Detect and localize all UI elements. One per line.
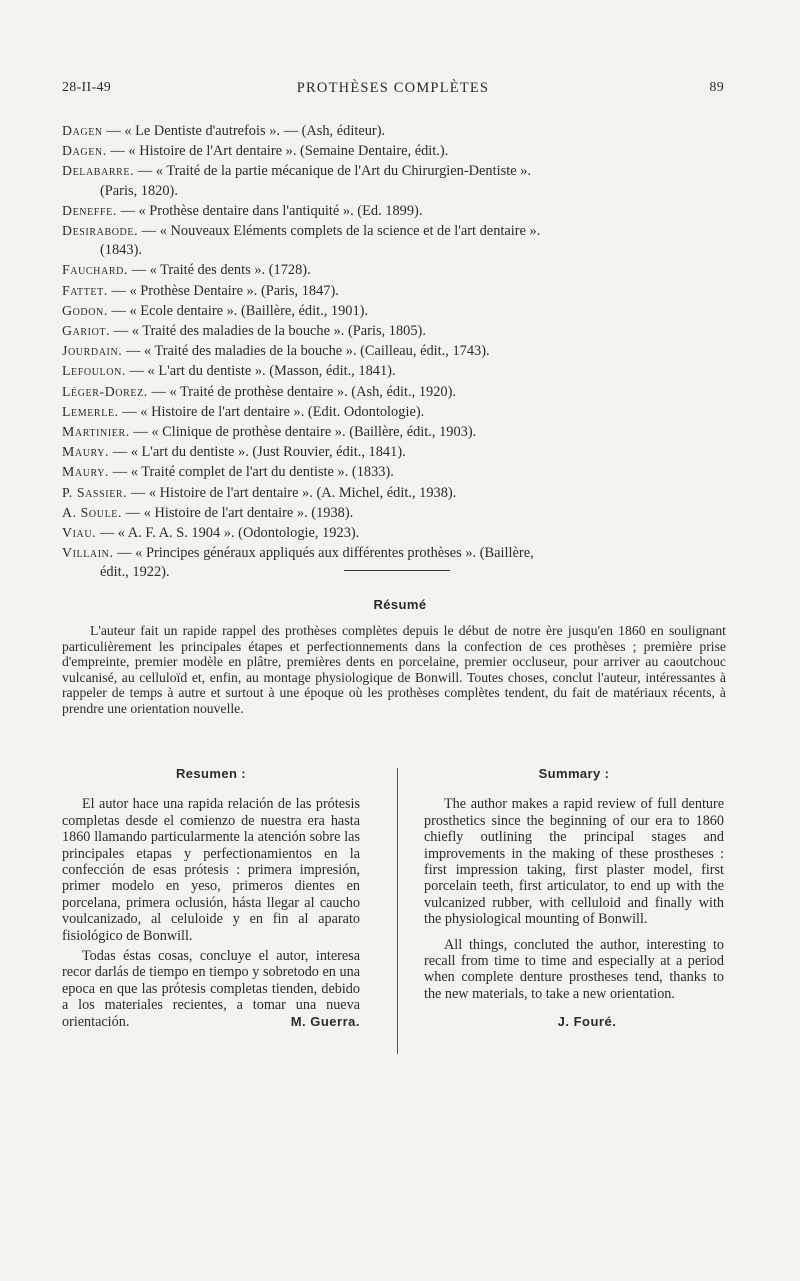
reference-author: Gariot. bbox=[62, 323, 111, 339]
reference-entry bbox=[62, 543, 752, 582]
reference-entry bbox=[62, 341, 752, 361]
column-divider bbox=[397, 768, 398, 1054]
reference-text: — « Prothèse dentaire dans l'antiquité ». (Ed. 1899). bbox=[120, 202, 423, 219]
reference-entry bbox=[62, 321, 752, 341]
reference-author: Dagen. bbox=[62, 143, 107, 159]
summary-heading: Summary : bbox=[538, 766, 610, 781]
summary-signature: J. Fouré. bbox=[557, 1014, 617, 1030]
reference-entry bbox=[62, 361, 752, 381]
reference-text: — « Le Dentiste d'autrefois ». — (Ash, éditeur). bbox=[106, 123, 386, 139]
reference-author: Lefoulon. bbox=[62, 363, 126, 379]
reference-text: — « Ecole dentaire ». (Baillère, édit., 1901). bbox=[111, 302, 369, 319]
reference-text: — « L'art du dentiste ». (Masson, édit., 1841). bbox=[129, 363, 396, 380]
reference-author: Desirabode. bbox=[62, 223, 139, 239]
reference-text: — « Traité de la partie mécanique de l'Art du Chirurgien-Dentiste ». bbox=[137, 163, 531, 180]
reference-author: Fauchard. bbox=[62, 262, 128, 278]
reference-text: — « Principes généraux appliqués aux différentes prothèses ». (Baillère, bbox=[117, 545, 534, 562]
header-date: 28-II-49 bbox=[62, 80, 112, 95]
reference-author: Dagen bbox=[62, 123, 103, 138]
running-title: PROTHÈSES COMPLÈTES bbox=[296, 80, 490, 96]
reference-text: — « Traité complet de l'art du dentiste ». (1833). bbox=[112, 464, 394, 481]
reference-entry bbox=[62, 121, 752, 141]
reference-entry bbox=[62, 523, 752, 543]
reference-author: Maury. bbox=[62, 444, 110, 460]
reference-text: — « Prothèse Dentaire ». (Paris, 1847). bbox=[111, 282, 339, 299]
reference-entry bbox=[62, 221, 752, 260]
summary-paragraph-1: The author makes a rapid review of full denture prosthetics since the beginning of our era to 1860 chiefly outlining the principal stages and improvements in the making of these prostheses : first impression taking, first plaster model, first porcelain teeth, first articulator, to end up with the vulcanized rubber, with celluloid and finally with the physiological mounting of Bonwill. bbox=[424, 796, 724, 928]
reference-entry bbox=[62, 503, 752, 523]
reference-entry bbox=[62, 422, 752, 442]
reference-text: — « A. F. A. S. 1904 ». (Odontologie, 1923). bbox=[99, 525, 360, 542]
reference-text: — « Histoire de l'art dentaire ». (1938). bbox=[125, 504, 354, 521]
reference-author: A. Soule. bbox=[62, 504, 123, 520]
page-number: 89 bbox=[709, 80, 724, 95]
reference-author: P. Sassier. bbox=[62, 484, 128, 500]
reference-text: — « Histoire de l'Art dentaire ». (Semaine Dentaire, édit.). bbox=[110, 143, 449, 160]
reference-entry bbox=[62, 281, 752, 301]
reference-entry bbox=[62, 301, 752, 321]
reference-continuation: édit., 1922). bbox=[100, 564, 170, 581]
resumen-paragraph-1: El autor hace una rapida relación de las prótesis completas desde el comienzo de nuestra era hasta 1860 llamando particularmente la atención sobre las principales etapas y perfectionamientos en la confección de esas prótesis : primera impresión, primer modelo en yeso, primeros dientes en porcelana, primera oclusión, hásta llegar al caucho voulcanizado, al celuloide y en fin al aparato fisiológico de Bonwill. bbox=[62, 796, 360, 944]
bibliography-list bbox=[62, 121, 752, 583]
reference-entry bbox=[62, 382, 752, 402]
resumen-paragraph-2 bbox=[62, 948, 360, 1030]
reference-text: — « Traité des dents ». (1728). bbox=[131, 262, 311, 279]
reference-author: Martinier. bbox=[62, 424, 130, 440]
reference-entry bbox=[62, 483, 752, 503]
resumen-column bbox=[62, 766, 360, 1030]
reference-author: Villain. bbox=[62, 545, 114, 561]
reference-author: Lemerle. bbox=[62, 403, 119, 419]
reference-entry bbox=[62, 442, 752, 462]
reference-text: — « Clinique de prothèse dentaire ». (Baillère, édit., 1903). bbox=[133, 424, 477, 441]
reference-continuation: (Paris, 1820). bbox=[100, 182, 178, 199]
resume-paragraph: L'auteur fait un rapide rappel des prothèses complètes depuis le début de notre ère jusqu'en 1860 en soulignant particulièrement les principales étapes et perfectionnements dans la confection de ces prothèses ; première prise d'empreinte, premier modèle en plâtre, premières dents en porcelaine, premier occluseur, pour arriver au caoutchouc vulcanisé, au celluloïd et, enfin, au montage physiologique de Bonwill. Toutes choses, conclut l'auteur, intéressantes à rappeler de temps à autre et surtout à une époque où les prothèses complètes tendent, du fait de matériaux récents, à prendre une orientation nouvelle. bbox=[62, 623, 726, 716]
reference-author: Léger-Dorez. bbox=[62, 383, 148, 399]
reference-author: Delabarre. bbox=[62, 163, 135, 179]
reference-text: — « L'art du dentiste ». (Just Rouvier, édit., 1841). bbox=[112, 444, 406, 461]
reference-entry bbox=[62, 260, 752, 280]
reference-entry bbox=[62, 462, 752, 482]
reference-text: — « Histoire de l'art dentaire ». (Edit. Odontologie). bbox=[122, 403, 425, 420]
resumen-signature: M. Guerra. bbox=[290, 1013, 360, 1029]
resumen-heading: Resumen : bbox=[175, 766, 247, 781]
reference-text: — « Traité des maladies de la bouche ». (Paris, 1805). bbox=[113, 323, 426, 340]
resumen-paragraph-2-text: Todas éstas cosas, concluye el autor, interesa recor darlás de tiempo en tiempo y sobretodo en una epoca en que las prótesis completas tienden, debido a los materiales recientes, a tomar una nueva orientación. bbox=[62, 948, 360, 1030]
reference-continuation: (1843). bbox=[100, 242, 142, 259]
resume-heading: Résumé bbox=[373, 597, 427, 612]
reference-entry bbox=[62, 402, 752, 422]
section-divider bbox=[344, 570, 450, 571]
reference-entry bbox=[62, 201, 752, 221]
reference-text: — « Nouveaux Eléments complets de la science et de l'art dentaire ». bbox=[141, 223, 541, 240]
reference-author: Maury. bbox=[62, 464, 110, 480]
reference-text: — « Traité des maladies de la bouche ». (Cailleau, édit., 1743). bbox=[125, 343, 490, 360]
reference-author: Godon. bbox=[62, 302, 108, 318]
reference-author: Fattet. bbox=[62, 282, 108, 298]
page-header bbox=[62, 80, 724, 100]
reference-author: Jourdain. bbox=[62, 343, 123, 359]
reference-author: Deneffe. bbox=[62, 202, 117, 218]
summary-paragraph-2: All things, concluted the author, interesting to recall from time to time and especially at a period when complete denture prostheses tend, thanks to the new materials, to take a new orientation. bbox=[424, 936, 724, 1002]
reference-text: — « Traité de prothèse dentaire ». (Ash, édit., 1920). bbox=[151, 383, 457, 400]
reference-entry bbox=[62, 141, 752, 161]
summary-column bbox=[424, 766, 724, 1031]
reference-entry bbox=[62, 161, 752, 200]
reference-author: Viau. bbox=[62, 525, 97, 541]
reference-text: — « Histoire de l'art dentaire ». (A. Michel, édit., 1938). bbox=[130, 484, 457, 501]
